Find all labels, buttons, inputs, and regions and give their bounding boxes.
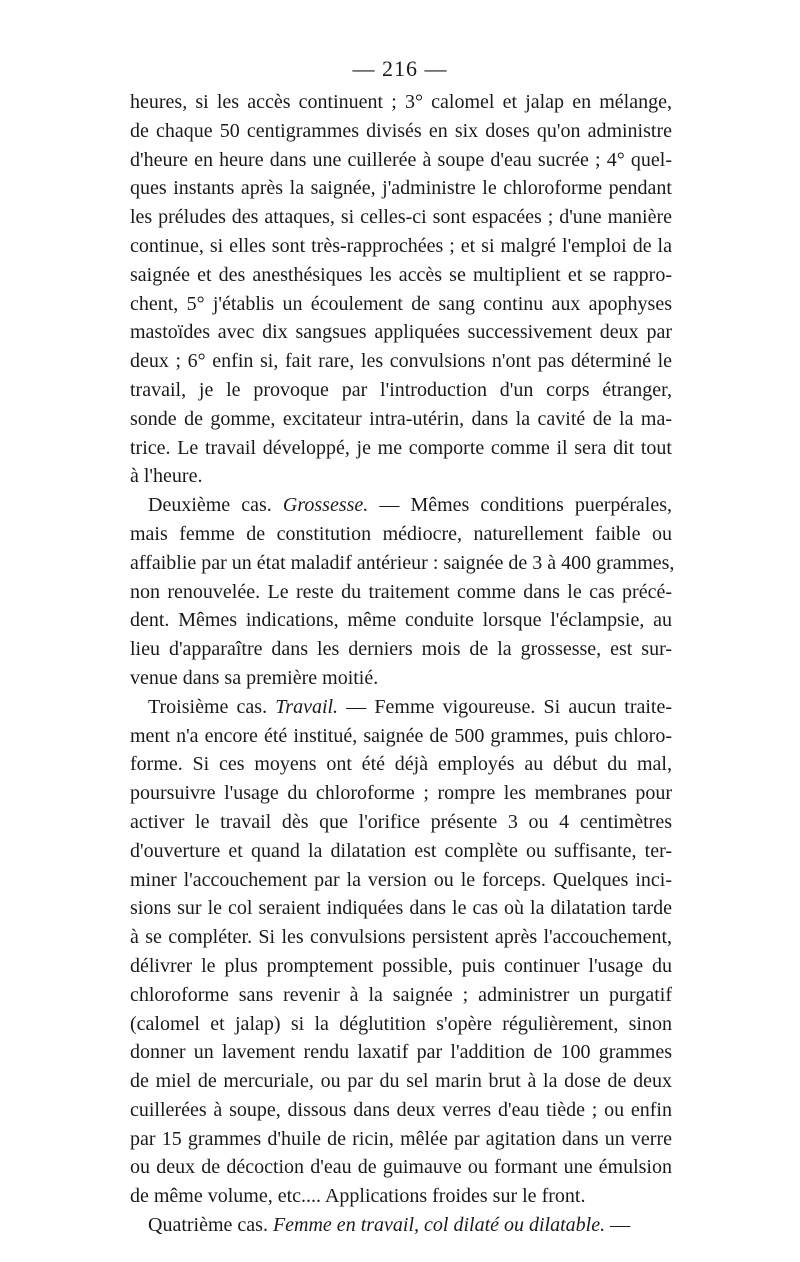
page-number: — 216 — bbox=[352, 56, 448, 81]
text-line: ques instants après la saignée, j'administre le chloroforme pendant bbox=[130, 177, 672, 200]
text-line: miner l'accouchement par la version ou le forceps. Quelques inci- bbox=[130, 868, 672, 891]
text-line: activer le travail dès que l'orifice présente 3 ou 4 centimètres bbox=[130, 810, 672, 833]
text-line: délivrer le plus promptement possible, puis continuer l'usage du bbox=[130, 954, 672, 977]
paragraph bbox=[130, 693, 672, 1211]
text-line: chent, 5° j'établis un écoulement de sang continu aux apophyses bbox=[130, 292, 672, 315]
text-line: à l'heure. bbox=[130, 465, 203, 488]
body-text bbox=[130, 88, 675, 1240]
text-line: venue dans sa première moitié. bbox=[130, 666, 379, 689]
paragraph bbox=[130, 1211, 672, 1240]
text-line: de même volume, etc.... Applications froides sur le front. bbox=[130, 1185, 586, 1208]
text-line: deux ; 6° enfin si, fait rare, les convulsions n'ont pas déterminé le bbox=[130, 350, 672, 373]
text-line: d'heure en heure dans une cuillerée à soupe d'eau sucrée ; 4° quel- bbox=[130, 148, 672, 171]
text-line: d'ouverture et quand la dilatation est complète ou suffisante, ter- bbox=[130, 839, 672, 862]
text-line: (calomel et jalap) si la déglutition s'opère régulièrement, sinon bbox=[130, 1012, 672, 1035]
text-line: de miel de mercuriale, ou par du sel marin brut à la dose de deux bbox=[130, 1070, 672, 1093]
text-line: chloroforme sans revenir à la saignée ; administrer un purgatif bbox=[130, 983, 672, 1006]
text-line: de chaque 50 centigrammes divisés en six doses qu'on administre bbox=[130, 119, 672, 142]
text-line: mais femme de constitution médiocre, naturellement faible ou bbox=[130, 522, 672, 545]
text-line: lieu d'apparaître dans les derniers mois de la grossesse, est sur- bbox=[130, 638, 672, 661]
text-line: mastoïdes avec dix sangsues appliquées successivement deux par bbox=[130, 321, 672, 344]
text-line: travail, je le provoque par l'introduction d'un corps étranger, bbox=[130, 378, 672, 401]
text-line: donner un lavement rendu laxatif par l'addition de 100 grammes bbox=[130, 1041, 672, 1064]
text-line: sions sur le col seraient indiquées dans le cas où la dilatation tarde bbox=[130, 897, 672, 920]
text-line: les préludes des attaques, si celles-ci sont espacées ; d'une manière bbox=[130, 206, 672, 229]
text-line: à se compléter. Si les convulsions persistent après l'accouchement, bbox=[130, 926, 672, 949]
text-line: heures, si les accès continuent ; 3° calomel et jalap en mélange, bbox=[130, 91, 672, 113]
text-line: sonde de gomme, excitateur intra-utérin, dans la cavité de la ma- bbox=[130, 407, 672, 430]
paragraph bbox=[130, 491, 675, 693]
text-line: affaiblie par un état maladif antérieur : saignée de 3 à 400 grammes, bbox=[130, 551, 675, 574]
text-line: dent. Mêmes indications, même conduite lorsque l'éclampsie, au bbox=[130, 609, 672, 632]
text-line: cuillerées à soupe, dissous dans deux verres d'eau tiède ; ou enfin bbox=[130, 1098, 672, 1121]
paragraph bbox=[130, 88, 672, 491]
text-line: trice. Le travail développé, je me comporte comme il sera dit tout bbox=[130, 436, 672, 459]
text-line: ou deux de décoction d'eau de guimauve ou formant une émulsion bbox=[130, 1156, 672, 1179]
text-line: non renouvelée. Le reste du traitement comme dans le cas précé- bbox=[130, 580, 672, 603]
text-line: forme. Si ces moyens ont été déjà employés au début du mal, bbox=[130, 753, 672, 776]
text-line: saignée et des anesthésiques les accès se multiplient et se rappro- bbox=[130, 263, 672, 286]
text-line: poursuivre l'usage du chloroforme ; rompre les membranes pour bbox=[130, 782, 672, 805]
text-line: Quatrième cas. Femme en travail, col dilaté ou dilatable. — bbox=[148, 1214, 631, 1237]
text-line: ment n'a encore été institué, saignée de 500 grammes, puis chloro- bbox=[130, 724, 672, 747]
text-line: par 15 grammes d'huile de ricin, mêlée par agitation dans un verre bbox=[130, 1127, 672, 1150]
text-line: continue, si elles sont très-rapprochées ; et si malgré l'emploi de la bbox=[130, 234, 672, 257]
text-line: Deuxième cas. Grossesse. — Mêmes conditions puerpérales, bbox=[148, 494, 672, 517]
text-line: Troisième cas. Travail. — Femme vigoureuse. Si aucun traite- bbox=[148, 695, 673, 718]
